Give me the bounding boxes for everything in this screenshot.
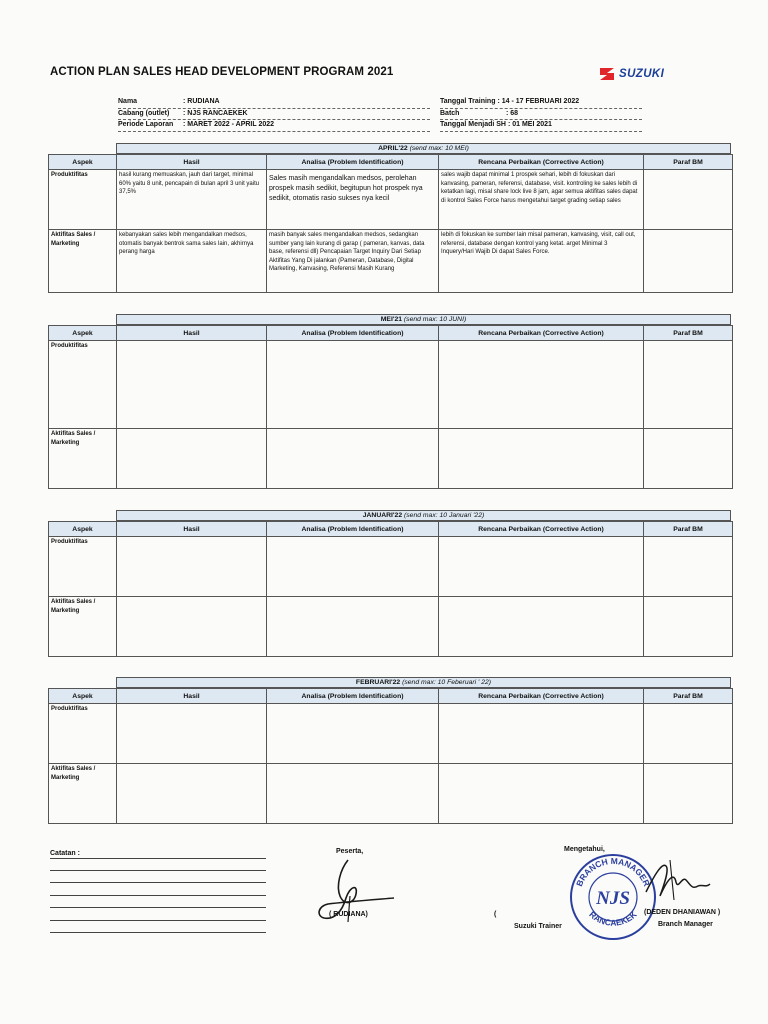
header-hasil: Hasil (117, 689, 267, 704)
header-paraf: Paraf BM (644, 689, 733, 704)
trainer-label: Suzuki Trainer (514, 923, 562, 930)
mengetahui-label: Mengetahui, (564, 846, 605, 853)
cell-paraf (644, 170, 733, 230)
aspect-produktifitas: Produktifitas (49, 704, 117, 764)
table-row (49, 230, 733, 293)
cell-analisa (267, 341, 439, 429)
aspect-aktifitas: Aktifitas Sales / Marketing (49, 597, 117, 657)
aspect-aktifitas: Aktifitas Sales / Marketing (49, 230, 117, 293)
info-row-batch (440, 109, 642, 121)
info-value: : NJS RANCAEKEK (183, 109, 248, 117)
header-analisa: Analisa (Problem Identification) (267, 689, 439, 704)
header-analisa: Analisa (Problem Identification) (267, 522, 439, 537)
aspect-produktifitas: Produktifitas (49, 537, 117, 597)
info-row-periode (118, 120, 430, 132)
header-hasil: Hasil (117, 155, 267, 170)
cell-hasil: kebanyakan sales lebih mengandalkan medsos, otomatis banyak bentrok sama sales lain, akhirnya perang harga (117, 230, 267, 293)
cell-rencana: lebih di fokuskan ke sumber lain misal pameran, kanvasing, visit, call out, referensi, database dengan kontrol yang ketat. arget Minimal 3 Inquery/Hari Wajib Di dapat Sales Force. (439, 230, 644, 293)
cell-rencana (439, 597, 644, 657)
stamp-top-text: BRANCH MANAGER (574, 855, 652, 888)
suzuki-logo-text: SUZUKI (619, 68, 665, 80)
cell-paraf (644, 230, 733, 293)
cell-hasil (117, 597, 267, 657)
cell-hasil (117, 764, 267, 824)
header-analisa: Analisa (Problem Identification) (267, 326, 439, 341)
info-value: : 14 - 17 FEBRUARI 2022 (497, 98, 580, 105)
cell-paraf (644, 597, 733, 657)
header-paraf: Paraf BM (644, 326, 733, 341)
action-table (48, 521, 733, 657)
cell-analisa (267, 537, 439, 597)
header-hasil: Hasil (117, 522, 267, 537)
cell-rencana (439, 764, 644, 824)
info-label: Periode Laporan (118, 121, 174, 128)
stamp-bottom-text: RANCAEKEK (587, 909, 639, 928)
cell-rencana (439, 537, 644, 597)
peserta-label: Peserta, (336, 848, 364, 855)
action-table (48, 688, 733, 824)
info-row-nama (118, 97, 430, 109)
header-rencana: Rencana Perbaikan (Corrective Action) (439, 522, 644, 537)
info-value: : 68 (506, 109, 519, 117)
info-row-cabang (118, 109, 430, 121)
action-table (48, 154, 733, 293)
catatan-line (50, 870, 266, 871)
cell-rencana (439, 341, 644, 429)
trainer-open-paren: ( (494, 911, 497, 918)
info-value: : MARET 2022 - APRIL 2022 (183, 121, 275, 128)
table-row (49, 537, 733, 597)
catatan-line (50, 920, 266, 921)
cell-analisa (267, 704, 439, 764)
cell-paraf (644, 704, 733, 764)
bm-name: (DEDEN DHANIAWAN ) (644, 909, 721, 916)
bm-signature (640, 856, 715, 906)
aspect-aktifitas: Aktifitas Sales / Marketing (49, 429, 117, 489)
cell-analisa (267, 597, 439, 657)
month-header: MEI'21 (send max: 10 JUNI) (116, 314, 731, 325)
header-aspek: Aspek (49, 326, 117, 341)
info-label: Nama (118, 98, 138, 105)
header-hasil: Hasil (117, 326, 267, 341)
stamp-center-text: NJS (596, 888, 630, 909)
info-row-training (440, 97, 642, 109)
table-row (49, 597, 733, 657)
info-value: : RUDIANA (183, 98, 220, 105)
cell-hasil: hasil kurang memuaskan, jauh dari target, minimal 60% yaitu 8 unit, pencapain di bulan april 3 unit yaitu 37,5% (117, 170, 267, 230)
month-header: FEBRUARI'22 (send max: 10 Feberuari ' 22) (116, 677, 731, 688)
page-title: ACTION PLAN SALES HEAD DEVELOPMENT PROGRAM 2021 (50, 66, 394, 78)
info-label: Tanggal Training (440, 98, 496, 105)
peserta-name: ( RUDIANA) (329, 911, 368, 918)
info-right (440, 97, 642, 132)
header-rencana: Rencana Perbaikan (Corrective Action) (439, 326, 644, 341)
action-table (48, 325, 733, 489)
header-rencana: Rencana Perbaikan (Corrective Action) (439, 689, 644, 704)
catatan-label: Catatan : (50, 850, 80, 857)
month-header: JANUARI'22 (send max: 10 Januari '22) (116, 510, 731, 521)
table-row (49, 704, 733, 764)
catatan-line (50, 932, 266, 933)
cell-paraf (644, 429, 733, 489)
cell-analisa: Sales masih mengandalkan medsos, perolehan prospek masih sedikit, begitupun hot prospek nya sedikit, otomatis rasio sukses nya kecil (267, 170, 439, 230)
cell-hasil (117, 429, 267, 489)
header-paraf: Paraf BM (644, 155, 733, 170)
month-header: APRIL'22 (send max: 10 MEI) (116, 143, 731, 154)
info-label: Cabang (outlet) (118, 109, 170, 117)
cell-paraf (644, 537, 733, 597)
cell-hasil (117, 341, 267, 429)
catatan-line (50, 858, 266, 859)
cell-rencana (439, 429, 644, 489)
cell-hasil (117, 704, 267, 764)
bm-title: Branch Manager (658, 921, 713, 928)
info-label: Batch (440, 109, 460, 117)
suzuki-logo (598, 67, 664, 81)
header-aspek: Aspek (49, 522, 117, 537)
aspect-aktifitas: Aktifitas Sales / Marketing (49, 764, 117, 824)
table-row (49, 764, 733, 824)
table-row (49, 429, 733, 489)
suzuki-s-icon (598, 67, 616, 81)
header-rencana: Rencana Perbaikan (Corrective Action) (439, 155, 644, 170)
table-row (49, 341, 733, 429)
cell-analisa (267, 429, 439, 489)
header-analisa: Analisa (Problem Identification) (267, 155, 439, 170)
cell-analisa: masih banyak sales mengandalkan medsos, sedangkan sumber yang lain kurang di garap ( pameran, kanvas, data base, referensi dll) Pencapaian Target Inquiry Dari Setiap Aktifitas Yang Di jalankan (Pameran, Database, Digital Marketing, Kanvasing, Referensi Masih Kurang (267, 230, 439, 293)
cell-paraf (644, 341, 733, 429)
catatan-line (50, 907, 266, 908)
info-value: : 01 MEI 2021 (507, 121, 552, 128)
info-left (118, 97, 430, 132)
aspect-produktifitas: Produktifitas (49, 341, 117, 429)
cell-paraf (644, 764, 733, 824)
info-label: Tanggal Menjadi SH (440, 121, 506, 128)
cell-rencana (439, 704, 644, 764)
header-aspek: Aspek (49, 155, 117, 170)
aspect-produktifitas: Produktifitas (49, 170, 117, 230)
catatan-line (50, 882, 266, 883)
header-aspek: Aspek (49, 689, 117, 704)
table-row (49, 170, 733, 230)
cell-rencana: sales wajib dapat minimal 1 prospek sehari, lebih di fokuskan dari kanvasing, pameran, referensi, database, visit. kontroling ke sales lebih di ketatkan lagi, misal share lock live 8 jam, agar semua aktifitas sales dapat di kontrol Sales Force harus mengetahui target grading setiap sales (439, 170, 644, 230)
cell-hasil (117, 537, 267, 597)
info-row-sh (440, 120, 642, 132)
catatan-line (50, 895, 266, 896)
cell-analisa (267, 764, 439, 824)
header-paraf: Paraf BM (644, 522, 733, 537)
